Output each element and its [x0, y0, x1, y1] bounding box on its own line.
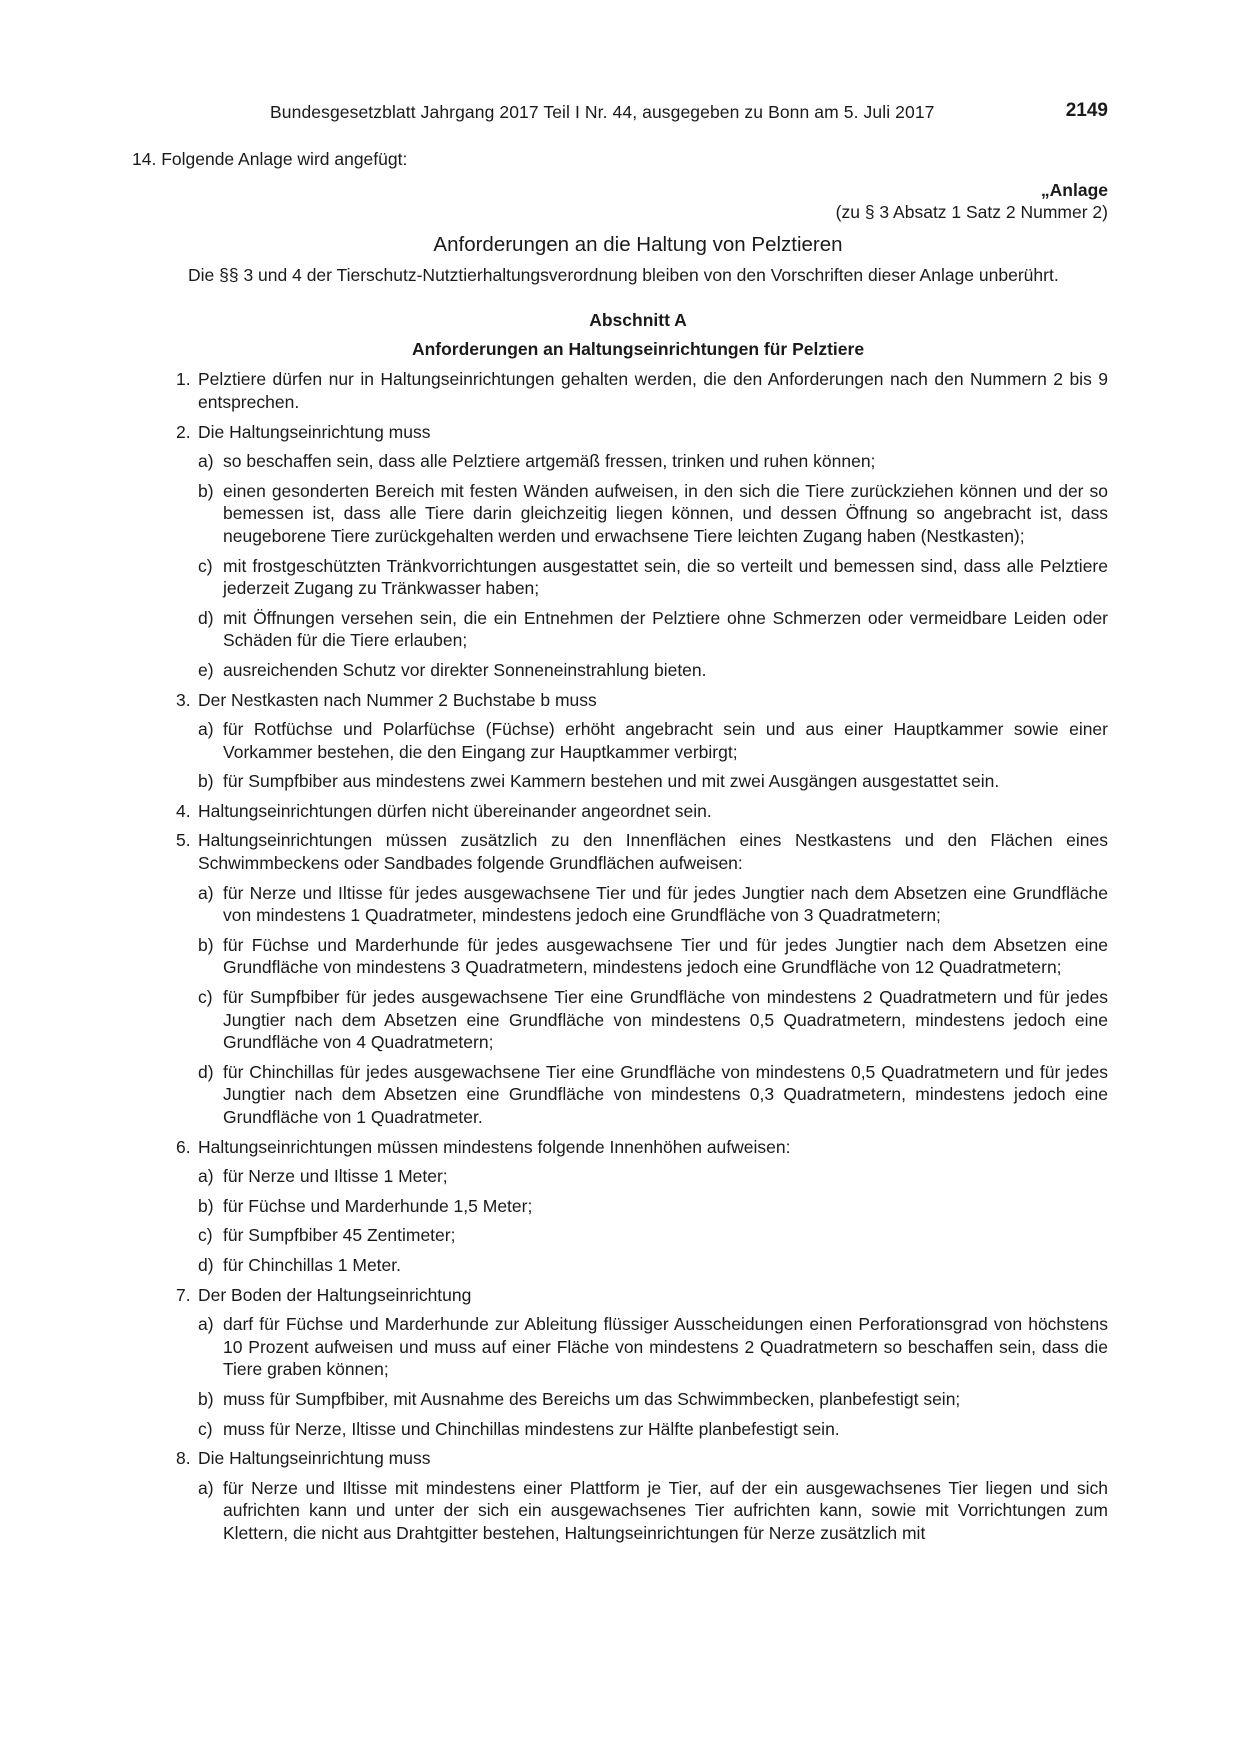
sub-item-text: für Nerze und Iltisse mit mindestens einer Plattform je Tier, auf der ein ausgewachsenes Tier liegen und sich aufrichten kann und unter der sich ein ausgewachsenes Tier aufrichten kann, sowie mit Vorrichtungen zum Klettern, die nicht aus Drahtgitter bestehen, Haltungseinrichtungen für Nerze zusätzlich mit: [223, 1477, 1108, 1543]
annex-reference: (zu § 3 Absatz 1 Satz 2 Nummer 2): [835, 202, 1108, 223]
sub-item-label: d): [198, 1061, 214, 1082]
document-body: [132, 148, 1108, 1545]
section-subheading: Anforderungen an Haltungseinrichtungen für Pelztiere: [411, 339, 865, 360]
sub-item-label: a): [198, 1477, 214, 1498]
sub-item-text: einen gesonderten Bereich mit festen Wänden aufweisen, in den sich die Tiere zurückziehen können und der so bemessen ist, dass alle Tiere darin gleichzeitig liegen können, und dessen Öffnung so angebracht ist, dass neugeborene Tiere zurückgehalten werden und erwachsene Tiere leichten Zugang haben (Nestkasten);: [223, 480, 1108, 546]
list-item: [132, 829, 1108, 874]
sub-item-label: b): [198, 1388, 214, 1409]
list-item-number: 8.: [176, 1448, 191, 1469]
sub-item-label: a): [198, 1166, 214, 1187]
amendment-instruction: 14. Folgende Anlage wird angefügt:: [132, 149, 408, 169]
gazette-header: Bundesgesetzblatt Jahrgang 2017 Teil I Nr. 44, ausgegeben zu Bonn am 5. Juli 2017: [270, 102, 935, 122]
page-number: 2149: [1065, 100, 1108, 121]
list-item-text: Haltungseinrichtungen müssen mindestens folgende Innenhöhen aufweisen:: [198, 1136, 791, 1157]
document-title: Anforderungen an die Haltung von Pelztieren: [433, 232, 843, 256]
list-item-number: 4.: [176, 800, 191, 821]
sub-item-label: b): [198, 480, 214, 501]
list-item-text: Die Haltungseinrichtung muss: [198, 421, 431, 442]
list-item-text: Haltungseinrichtungen dürfen nicht übereinander angeordnet sein.: [198, 800, 712, 821]
sub-item-text: für Sumpfbiber für jedes ausgewachsene Tier eine Grundfläche von mindestens 2 Quadratmetern und für jedes Jungtier nach dem Absetzen eine Grundfläche von mindestens 0,5 Quadratmetern, mindestens jedoch eine Grundfläche von 4 Quadratmetern;: [223, 987, 1108, 1053]
list-item: [132, 689, 1108, 712]
sub-item-text: muss für Nerze, Iltisse und Chinchillas mindestens zur Hälfte planbefestigt sein.: [223, 1418, 840, 1439]
sub-item: [132, 480, 1108, 548]
list-item-number: 5.: [176, 830, 191, 851]
sub-item-label: a): [198, 719, 214, 740]
sub-item-label: c): [198, 1225, 213, 1246]
sub-item-label: c): [198, 555, 213, 576]
sub-item-text: darf für Füchse und Marderhunde zur Ableitung flüssiger Ausscheidungen einen Perforationsgrad von höchstens 10 Prozent aufweisen und muss auf einer Fläche von mindestens 2 Quadratmetern so beschaffen sein, dass die Tiere graben können;: [223, 1314, 1108, 1380]
sub-item: [132, 659, 1108, 682]
list-item: [132, 1136, 1108, 1159]
list-item: [132, 368, 1108, 413]
intro-paragraph: Die §§ 3 und 4 der Tierschutz-Nutztierhaltungsverordnung bleiben von den Vorschriften dieser Anlage unberührt.: [188, 264, 1059, 285]
sub-item: [132, 770, 1108, 793]
list-item-text: Der Nestkasten nach Nummer 2 Buchstabe b muss: [198, 689, 597, 710]
sub-item-label: d): [198, 1254, 214, 1275]
sub-item: [132, 450, 1108, 473]
sub-item: [132, 1388, 1108, 1411]
sub-item-text: für Sumpfbiber 45 Zentimeter;: [223, 1225, 456, 1246]
sub-item: [132, 718, 1108, 763]
list-item: [132, 800, 1108, 823]
list-item-number: 3.: [176, 689, 191, 710]
sub-item-label: b): [198, 771, 214, 792]
sub-item: [132, 1254, 1108, 1277]
sub-item-text: ausreichenden Schutz vor direkter Sonneneinstrahlung bieten.: [223, 659, 707, 680]
sub-item: [132, 934, 1108, 979]
section-heading: Abschnitt A: [589, 310, 687, 331]
sub-item: [132, 555, 1108, 600]
page-header: [270, 100, 1108, 126]
list-item-text: Haltungseinrichtungen müssen zusätzlich zu den Innenflächen eines Nestkastens und den Flächen eines Schwimmbeckens oder Sandbades folgende Grundflächen aufweisen:: [198, 830, 1108, 874]
sub-item-text: muss für Sumpfbiber, mit Ausnahme des Bereichs um das Schwimmbecken, planbefestigt sein;: [223, 1388, 961, 1409]
sub-item-text: für Rotfüchse und Polarfüchse (Füchse) erhöht angebracht sein und aus einer Hauptkammer sowie einer Vorkammer bestehen, die den Eingang zur Hauptkammer verbirgt;: [223, 719, 1108, 762]
sub-item: [132, 1224, 1108, 1247]
sub-item-text: für Chinchillas für jedes ausgewachsene Tier eine Grundfläche von mindestens 0,5 Quadratmetern und für jedes Jungtier nach dem Absetzen eine Grundfläche von mindestens 0,3 Quadratmetern, mindestens jedoch eine Grundfläche von 1 Quadratmeter.: [223, 1061, 1108, 1127]
list-item: [132, 1284, 1108, 1307]
list-item-number: 2.: [176, 421, 191, 442]
list-item: [132, 421, 1108, 444]
sub-item-text: für Sumpfbiber aus mindestens zwei Kammern bestehen und mit zwei Ausgängen ausgestattet sein.: [223, 771, 1000, 792]
sub-item: [132, 1165, 1108, 1188]
sub-item: [132, 607, 1108, 652]
sub-item-label: b): [198, 934, 214, 955]
sub-item: [132, 882, 1108, 927]
sub-item-label: e): [198, 659, 214, 680]
list-item-number: 1.: [176, 369, 191, 390]
list-item-text: Die Haltungseinrichtung muss: [198, 1448, 431, 1469]
list-item-number: 6.: [176, 1136, 191, 1157]
sub-item-text: für Nerze und Iltisse für jedes ausgewachsene Tier und für jedes Jungtier nach dem Absetzen eine Grundfläche von mindestens 1 Quadratmeter, mindestens jedoch eine Grundfläche von 3 Quadratmetern;: [223, 882, 1108, 926]
sub-item-label: b): [198, 1195, 214, 1216]
sub-item-label: d): [198, 607, 214, 628]
sub-item: [132, 1061, 1108, 1129]
sub-item-text: mit Öffnungen versehen sein, die ein Entnehmen der Pelztiere ohne Schmerzen oder vermeidbare Leiden oder Schäden für die Tiere erlauben;: [223, 607, 1108, 651]
list-item-text: Der Boden der Haltungseinrichtung: [198, 1284, 472, 1305]
sub-item-label: a): [198, 1314, 214, 1335]
sub-item: [132, 1195, 1108, 1218]
sub-item-text: für Nerze und Iltisse 1 Meter;: [223, 1166, 448, 1187]
sub-item-label: c): [198, 1418, 213, 1439]
sub-item: [132, 1313, 1108, 1381]
list-item: [132, 1447, 1108, 1470]
sub-item: [132, 1477, 1108, 1545]
sub-item: [132, 986, 1108, 1054]
sub-item-label: c): [198, 987, 213, 1008]
annex-label-block: [132, 179, 1108, 224]
list-item-text: Pelztiere dürfen nur in Haltungseinrichtungen gehalten werden, die den Anforderungen nach den Nummern 2 bis 9 entsprechen.: [198, 369, 1108, 412]
sub-item-label: a): [198, 451, 214, 472]
annex-title: „Anlage: [1040, 179, 1108, 200]
sub-item-text: für Füchse und Marderhunde für jedes ausgewachsene Tier und für jedes Jungtier nach dem Absetzen eine Grundfläche von mindestens 3 Quadratmetern, mindestens jedoch eine Grundfläche von 12 Quadratmetern;: [223, 934, 1108, 978]
sub-item-text: für Füchse und Marderhunde 1,5 Meter;: [223, 1195, 533, 1216]
sub-item-text: für Chinchillas 1 Meter.: [223, 1254, 401, 1275]
sub-item-text: mit frostgeschützten Tränkvorrichtungen ausgestattet sein, die so verteilt und bemessen sind, dass alle Pelztiere jederzeit Zugang zu Tränkwasser haben;: [223, 555, 1108, 599]
numbered-list: [132, 368, 1108, 1544]
sub-item: [132, 1418, 1108, 1441]
list-item-number: 7.: [176, 1284, 191, 1305]
sub-item-label: a): [198, 882, 214, 903]
sub-item-text: so beschaffen sein, dass alle Pelztiere artgemäß fressen, trinken und ruhen können;: [223, 451, 876, 472]
